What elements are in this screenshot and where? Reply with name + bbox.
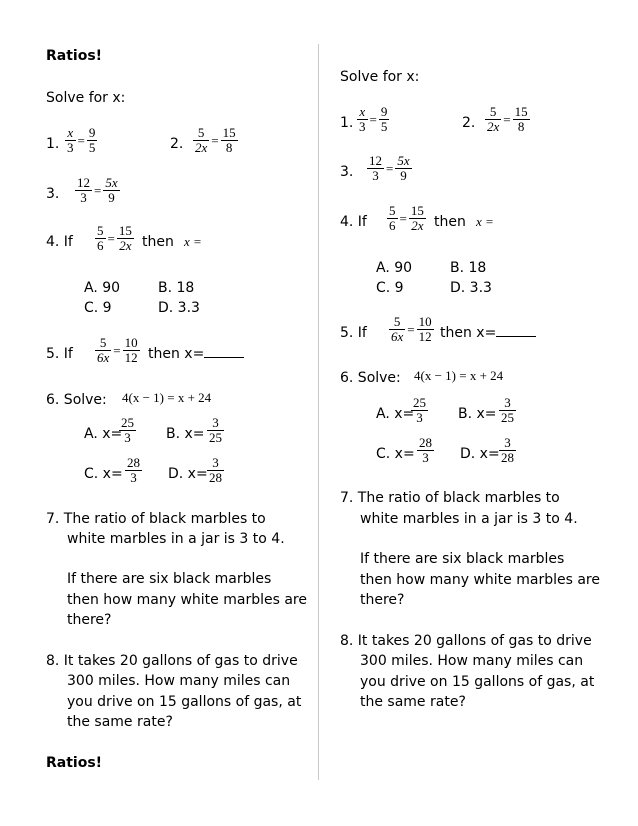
q4-prefix-right: 4. If (340, 214, 367, 230)
q2-number: 2. (170, 136, 184, 152)
q3-equation: $\frac{12}{3}$ = $\frac{5x}{9}$ (77, 175, 118, 205)
q1-number-right: 1. (340, 115, 354, 131)
q7-line-4: then how many white marbles are (67, 592, 307, 608)
q6-choice-b-right: B. x= (458, 406, 497, 422)
q6-choice-b: B. x= (166, 426, 205, 442)
q2-equation: $\frac{5}{2x}$ = $\frac{15}{8}$ (195, 125, 236, 155)
q4-equation: $\frac{5}{6}$ = $\frac{15}{2x}$ (97, 223, 132, 253)
q6-choice-a: A. x= (84, 426, 123, 442)
q8-line-4: the same rate? (67, 714, 173, 730)
q6-choice-c: C. x= (84, 466, 123, 482)
q6-choice-a-fraction: $\frac{25}{3}$ (121, 415, 134, 445)
q6-choice-c-right: C. x= (376, 446, 415, 462)
q6-choice-b-fraction-right: $\frac{3}{25}$ (501, 395, 514, 425)
instruction-text: Solve for x: (46, 90, 126, 106)
q5-prefix: 5. If (46, 346, 73, 362)
q6-choice-c-fraction-right: $\frac{28}{3}$ (419, 435, 432, 465)
q8-line-3: you drive on 15 gallons of gas, at (67, 694, 302, 710)
q6-choice-d: D. x= (168, 466, 208, 482)
q4-tail-right: x = (476, 214, 494, 229)
q8-line-3-right: you drive on 15 gallons of gas, at (360, 674, 595, 690)
q5-equation-right: $\frac{5}{6x}$ = $\frac{10}{12}$ (391, 314, 432, 344)
worksheet-footer-title: Ratios! (46, 755, 103, 771)
q6-choice-d-right: D. x= (460, 446, 500, 462)
column-divider (318, 44, 319, 780)
q7-line-2: white marbles in a jar is 3 to 4. (67, 531, 285, 547)
q4-tail: x = (184, 234, 202, 249)
q7-line-1: 7. The ratio of black marbles to (46, 511, 266, 527)
q8-line-1: 8. It takes 20 gallons of gas to drive (46, 653, 298, 669)
q4-choice-a-right: A. 90 (376, 260, 413, 276)
q6-choice-a-right: A. x= (376, 406, 415, 422)
worksheet-title: Ratios! (46, 48, 103, 64)
q8-line-2: 300 miles. How many miles can (67, 673, 291, 689)
q6-choice-c-fraction: $\frac{28}{3}$ (127, 455, 140, 485)
q4-choice-d: D. 3.3 (158, 300, 200, 316)
q7-line-3: If there are six black marbles (67, 571, 272, 587)
q1-equation: $\frac{x}{3}$ = $\frac{9}{5}$ (67, 125, 96, 155)
q4-choice-d-right: D. 3.3 (450, 280, 492, 296)
q2-number-right: 2. (462, 115, 476, 131)
instruction-text-right: Solve for x: (340, 69, 420, 85)
q7-line-4-right: then how many white marbles are (360, 572, 600, 588)
q6-equation: 4(x − 1) = x + 24 (122, 390, 212, 405)
q5-then: then x= (148, 346, 244, 362)
q4-then-right: then (434, 214, 466, 230)
q6-prefix: 6. Solve: (46, 392, 107, 408)
q4-choice-b: B. 18 (158, 280, 195, 296)
q4-choice-c: C. 9 (84, 300, 112, 316)
q4-then: then (142, 234, 174, 250)
q7-line-2-right: white marbles in a jar is 3 to 4. (360, 511, 578, 527)
q5-then-right: then x= (440, 325, 536, 341)
q8-line-1-right: 8. It takes 20 gallons of gas to drive (340, 633, 592, 649)
q6-equation-right: 4(x − 1) = x + 24 (414, 368, 504, 383)
q5-prefix-right: 5. If (340, 325, 367, 341)
q8-line-2-right: 300 miles. How many miles can (360, 653, 584, 669)
q5-equation: $\frac{5}{6x}$ = $\frac{10}{12}$ (97, 335, 138, 365)
q1-equation-right: $\frac{x}{3}$ = $\frac{9}{5}$ (359, 104, 388, 134)
q7-line-5-right: there? (360, 592, 405, 608)
q6-choice-d-fraction-right: $\frac{3}{28}$ (501, 435, 514, 465)
q3-number-right: 3. (340, 164, 354, 180)
q4-equation-right: $\frac{5}{6}$ = $\frac{15}{2x}$ (389, 203, 424, 233)
q4-choice-b-right: B. 18 (450, 260, 487, 276)
q4-prefix: 4. If (46, 234, 73, 250)
q8-line-4-right: the same rate? (360, 694, 466, 710)
q6-choice-d-fraction: $\frac{3}{28}$ (209, 455, 222, 485)
q7-line-3-right: If there are six black marbles (360, 551, 565, 567)
q7-line-5: there? (67, 612, 112, 628)
q6-choice-b-fraction: $\frac{3}{25}$ (209, 415, 222, 445)
q3-number: 3. (46, 186, 60, 202)
q4-choice-c-right: C. 9 (376, 280, 404, 296)
q2-equation-right: $\frac{5}{2x}$ = $\frac{15}{8}$ (487, 104, 528, 134)
q1-number: 1. (46, 136, 60, 152)
q6-choice-a-fraction-right: $\frac{25}{3}$ (413, 395, 426, 425)
q3-equation-right: $\frac{12}{3}$ = $\frac{5x}{9}$ (369, 153, 410, 183)
q7-line-1-right: 7. The ratio of black marbles to (340, 490, 560, 506)
q6-prefix-right: 6. Solve: (340, 370, 401, 386)
q4-choice-a: A. 90 (84, 280, 121, 296)
